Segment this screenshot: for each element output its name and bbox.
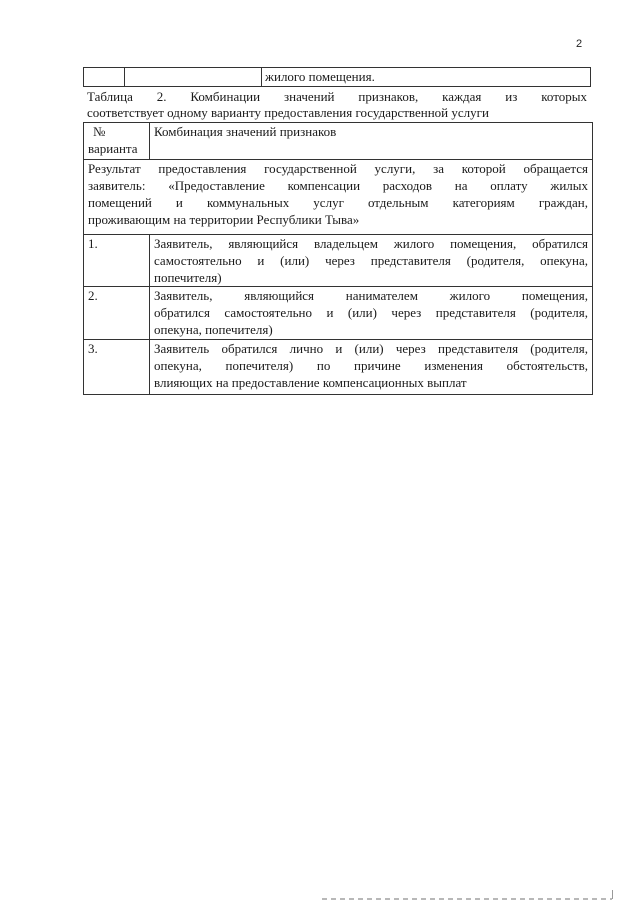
table-header-row xyxy=(84,123,593,160)
combination-line: опекуна, попечителя) xyxy=(154,322,273,337)
result-row xyxy=(84,160,593,235)
empty-cell xyxy=(84,68,125,87)
variant-combination xyxy=(150,340,593,395)
combination-line: Заявитель, являющийся владельцем жилого помещения, обратился xyxy=(154,236,588,251)
combination-line: самостоятельно и (или) через представителя (родителя, опекуна, xyxy=(154,253,588,268)
header-num-line-1: № xyxy=(93,124,106,139)
combination-line: Заявитель обратился лично и (или) через представителя (родителя, xyxy=(154,341,588,356)
combination-line: влияющих на предоставление компенсационных выплат xyxy=(154,375,467,390)
caption-line-1: Таблица 2. Комбинации значений признаков, каждая из которых xyxy=(87,89,587,104)
combination-line: опекуна, попечителя) по причине изменения обстоятельств, xyxy=(154,358,588,373)
table-row xyxy=(84,340,593,395)
variant-combination xyxy=(150,235,593,287)
previous-table-text: жилого помещения. xyxy=(262,68,591,87)
page-number: 2 xyxy=(576,38,583,50)
table-row xyxy=(84,235,593,287)
result-line: Результат предоставления государственной услуги, за которой обращается xyxy=(88,161,588,176)
previous-table-fragment xyxy=(83,67,591,87)
caption-line-2: соответствует одному варианту предоставления государственной услуги xyxy=(87,105,489,120)
combination-line: попечителя) xyxy=(154,270,222,285)
empty-cell xyxy=(125,68,262,87)
header-combination: Комбинация значений признаков xyxy=(150,123,593,160)
table-row xyxy=(84,287,593,340)
variant-combination xyxy=(150,287,593,340)
result-cell xyxy=(84,160,593,235)
scan-artifact-line xyxy=(322,898,612,900)
result-line: заявитель: «Предоставление компенсации расходов на оплату жилых xyxy=(88,178,588,193)
result-line: помещений и коммунальных услуг отдельным категориям граждан, xyxy=(88,195,588,210)
table-caption xyxy=(87,89,587,121)
variant-number: 3. xyxy=(84,340,150,395)
combination-line: обратился самостоятельно и (или) через представителя (родителя, xyxy=(154,305,588,320)
variant-number: 2. xyxy=(84,287,150,340)
table-row xyxy=(84,68,591,87)
header-variant-number xyxy=(84,123,150,160)
combination-line: Заявитель, являющийся нанимателем жилого помещения, xyxy=(154,288,588,303)
variants-table xyxy=(83,122,593,395)
result-line: проживающим на территории Республики Тыва» xyxy=(88,212,360,227)
header-num-line-2: варианта xyxy=(88,141,138,156)
scan-artifact-mark xyxy=(612,890,613,899)
variant-number: 1. xyxy=(84,235,150,287)
